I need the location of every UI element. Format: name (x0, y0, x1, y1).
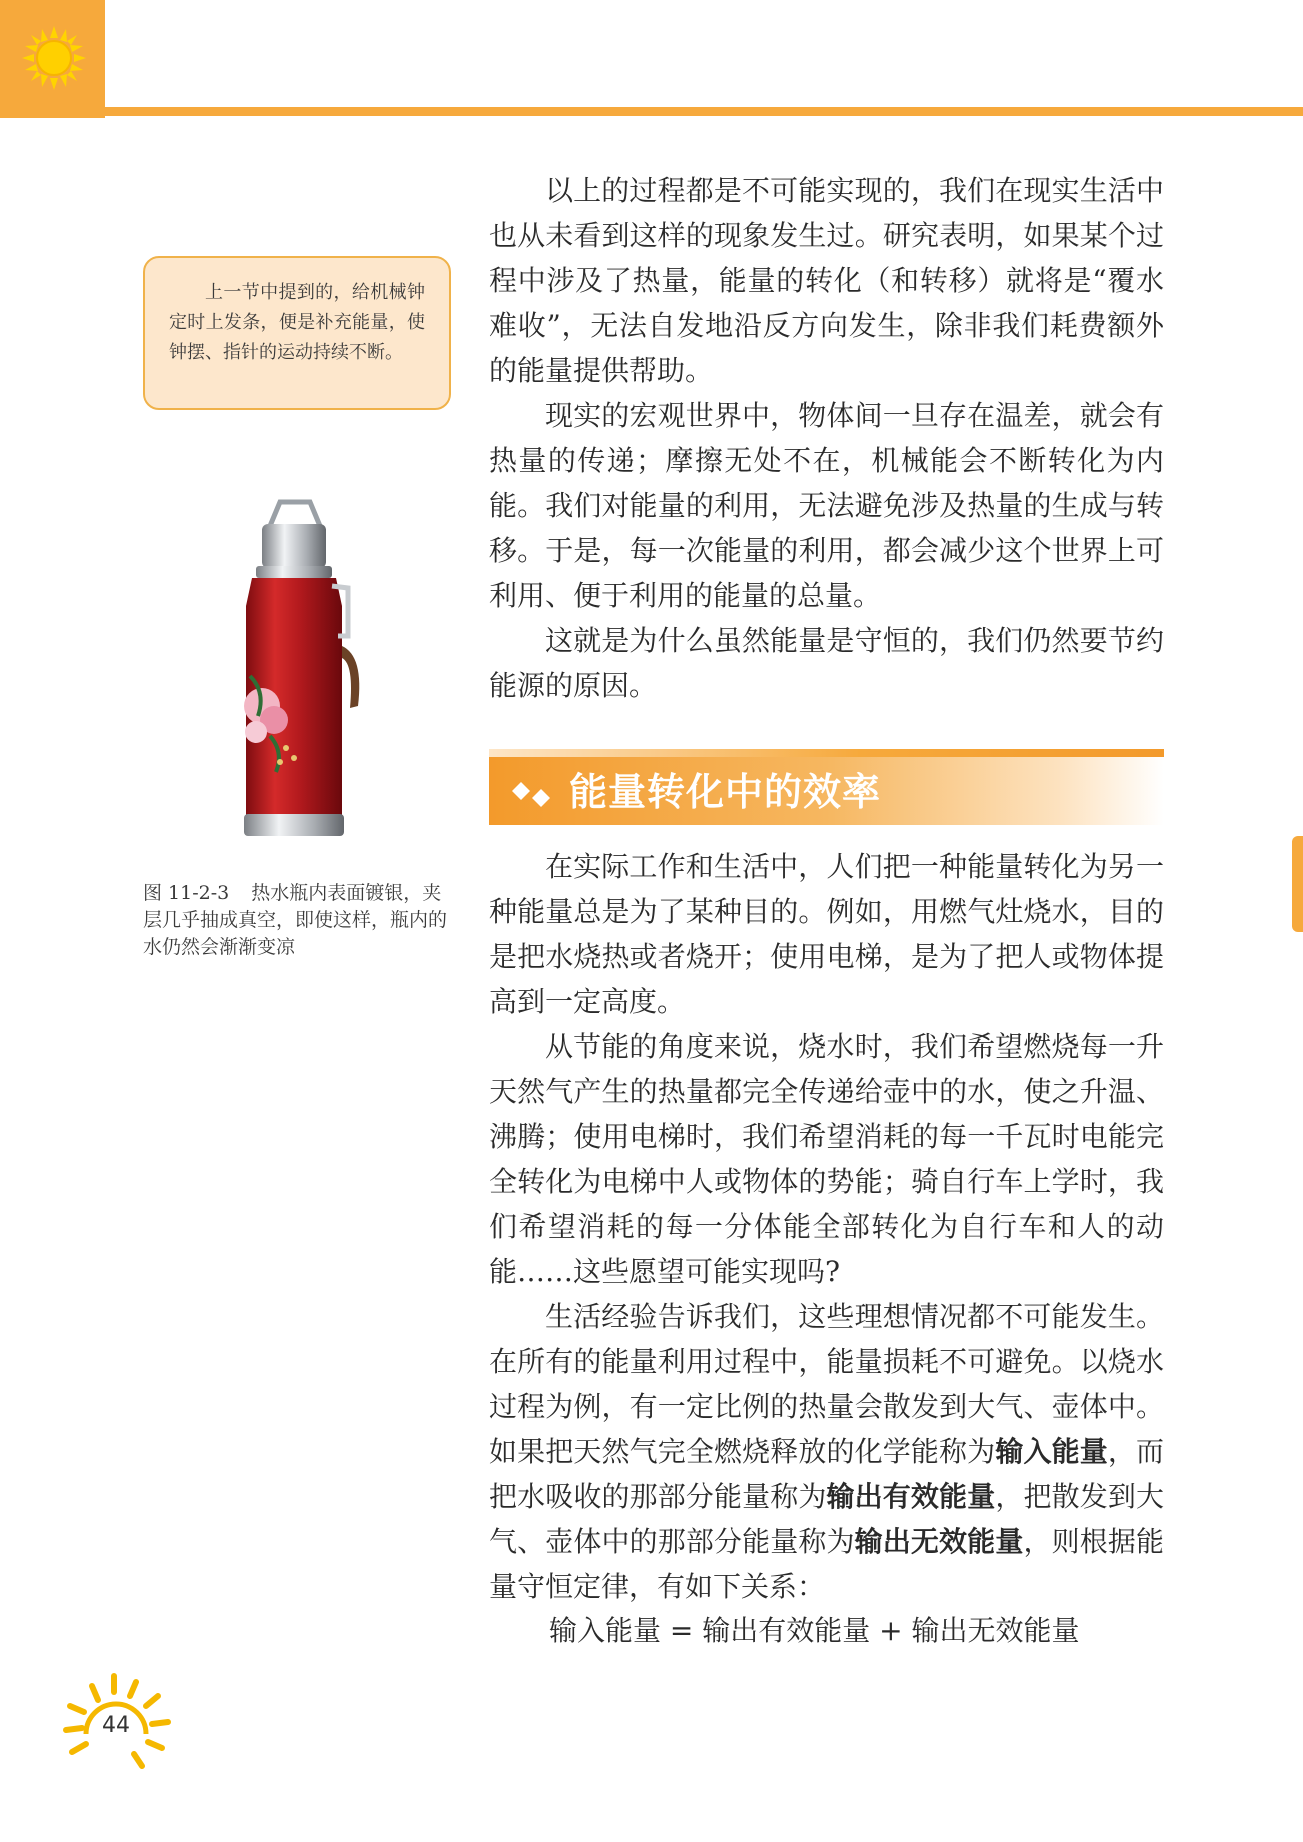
sun-icon (22, 26, 86, 90)
term-wasted-output-energy: 输出无效能量 (854, 1525, 1024, 1558)
text-run: 生活经验告诉我们，这些理想情况都不可能发生。在所有的能量利用过程中，能量损耗不可避免。以烧水过程为例，有一定比例的热量会散发到大气、壶体中。如果把天然气完全燃烧释放的化学能称为 (489, 1300, 1164, 1468)
sidebar-note-text: 上一节中提到的，给机械钟定时上发条，便是补充能量，使钟摆、指针的运动持续不断。 (169, 282, 425, 363)
paragraph-with-terms (489, 1294, 1164, 1609)
text-run: ，则根据能量守恒定律，有如下关系： (489, 1525, 1164, 1603)
paragraph: 从节能的角度来说，烧水时，我们希望燃烧每一升天然气产生的热量都完全传递给壶中的水，使之升温、沸腾；使用电梯时，我们希望消耗的每一千瓦时电能完全转化为电梯中人或物体的势能；骑自行车上学时，我们希望消耗的每一分体能全部转化为自行车和人的动能……这些愿望可能实现吗? (489, 1030, 1164, 1288)
figure-caption-text: 热水瓶内表面镀银，夹层几乎抽成真空，即使这样，瓶内的水仍然会渐渐变凉 (143, 882, 448, 958)
main-text-lower (489, 844, 1164, 1609)
energy-equation: 输入能量 = 输出有效能量 + 输出无效能量 (549, 1614, 1080, 1647)
section-header (489, 749, 1164, 825)
page-number: 44 (102, 1713, 130, 1738)
section-header-bar (489, 749, 1164, 757)
paragraph: 这就是为什么虽然能量是守恒的，我们仍然要节约能源的原因。 (489, 624, 1164, 702)
paragraph: 现实的宏观世界中，物体间一旦存在温差，就会有热量的传递；摩擦无处不在，机械能会不断转化为内能。我们对能量的利用，无法避免涉及热量的生成与转移。于是，每一次能量的利用，都会减少这个世界上可利用、便于利用的能量的总量。 (489, 399, 1164, 612)
paragraph: 以上的过程都是不可能实现的，我们在现实生活中也从未看到这样的现象发生过。研究表明，如果某个过程中涉及了热量，能量的转化（和转移）就将是“覆水难收”，无法自发地沿反方向发生，除非我们耗费额外的能量提供帮助。 (489, 174, 1164, 387)
text-run: ，而把水吸收的那部分能量称为 (489, 1435, 1164, 1513)
figure-caption (143, 880, 458, 961)
main-text-upper (489, 168, 1164, 708)
section-title: 能量转化中的效率 (569, 770, 882, 814)
term-useful-output-energy: 输出有效能量 (826, 1480, 996, 1513)
figure-number: 图 11-2-3 (143, 882, 230, 904)
diamond-bullet-icon (511, 779, 557, 809)
thermos-bottle-image (222, 496, 372, 856)
page-edge-tab (1292, 836, 1303, 932)
term-input-energy: 输入能量 (995, 1435, 1108, 1468)
text-run: ，把散发到大气、壶体中的那部分能量称为 (489, 1480, 1164, 1558)
sidebar-note (143, 256, 451, 410)
paragraph: 在实际工作和生活中，人们把一种能量转化为另一种能量总是为了某种目的。例如，用燃气灶烧水，目的是把水烧热或者烧开；使用电梯，是为了把人或物体提高到一定高度。 (489, 850, 1164, 1018)
header-rule (105, 107, 1303, 116)
